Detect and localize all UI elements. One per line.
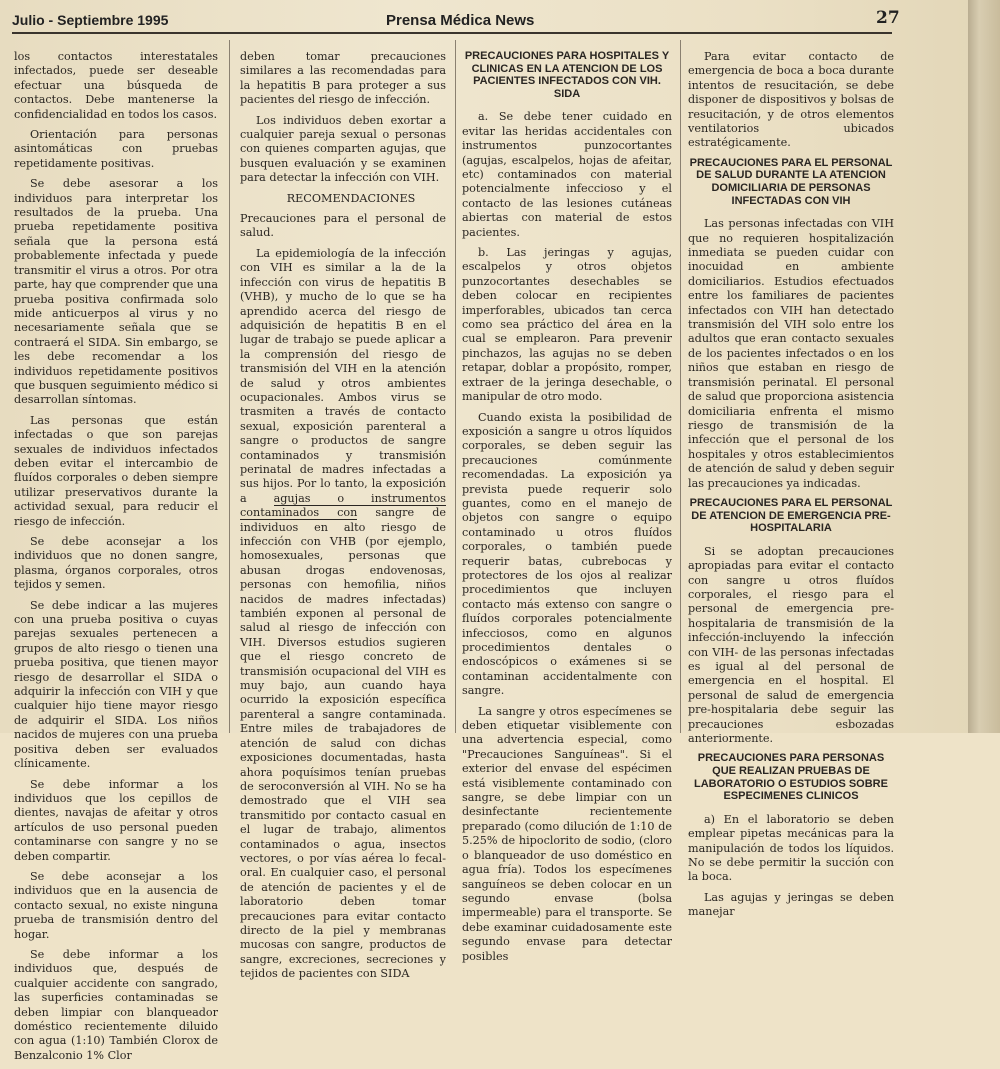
column-2 xyxy=(240,50,446,988)
paragraph: Para evitar contacto de emergencia de boca a boca durante intentos de resucitación, se debe disponer de dispositivos y bolsas de resucitación, y de otros elementos ventilatorios ubicados estratégicamente. xyxy=(688,50,894,150)
column-divider xyxy=(455,40,456,733)
paragraph: Se debe asesorar a los individuos para interpretar los resultados de la prueba. Una prueba repetidamente positiva señala que la persona está probablemente infectada y puede transmitir el virus a otros. Por otra parte, hay que comprender que una prueba positiva confirmada solo mide anticuerpos al virus y no necesariamente señala que se contraerá el SIDA. Sin embargo, se les debe recomendar a los individuos repetidamente positivos que busquen seguimiento médico si desarrollan síntomas. xyxy=(14,177,218,407)
paragraph: Cuando exista la posibilidad de exposición a sangre u otros líquidos corporales, se deben seguir las precauciones comúnmente recomendadas. La exposición ya prevista puede requerir solo guantes, como en el manejo de objetos con sangre o equipo contaminado u otros fluídos corporales, o también puede requerir batas, cubrebocas y protectores de los ojos al realizar procedimientos que incluyen contacto más extenso con sangre o fluídos corporales potencialmente infecciosos, como en algunos procedimientos dentales o endoscópicos o exámenes si se contaminan accidentalmente con sangre. xyxy=(462,410,672,698)
paragraph: La sangre y otros especímenes se deben etiquetar visiblemente con una advertencia especial, como "Precauciones Sanguíneas". Si el exterior del envase del espécimen está visiblemente contaminado con sangre, se debe limpiar con un desinfectante recientemente preparado (como dilución de 1:10 de 5.25% de hipoclorito de sodio, (cloro o blanqueador de uso doméstico en agua fría). Todos los especímenes sanguíneos se deben colocar en un segundo envase (bolsa impermeable) para el transporte. Se debe examinar cuidadosamente este segundo envase para detectar posibles xyxy=(462,704,672,963)
section-title-home-care: PRECAUCIONES PARA EL PERSONAL DE SALUD DURANTE LA ATENCION DOMICILIARIA DE PERSONAS INFECTADAS CON VIH xyxy=(689,156,893,207)
publication-name: Prensa Médica News xyxy=(386,12,535,29)
column-3 xyxy=(462,50,672,970)
paragraph: a. Se debe tener cuidado en evitar las heridas accidentales con instrumentos punzocortantes (agujas, escalpelos, hojas de afeitar, etc) contaminados con material potencialmente infeccioso y el contacto de las lesiones cutáneas abiertas con material de estos pacientes. xyxy=(462,110,672,239)
section-title-hospitals: PRECAUCIONES PARA HOSPITALES Y CLINICAS EN LA ATENCION DE LOS PACIENTES INFECTADOS CON VIH. SIDA xyxy=(464,50,670,100)
paragraph: Las agujas y jeringas se deben manejar xyxy=(688,890,894,919)
page-edge xyxy=(968,0,1000,733)
paragraph: Las personas infectadas con VIH que no requieren hospitalización inmediata se pueden cuidar con inocuidad en ambiente domiciliarios. Estudios efectuados entre los familiares de pacientes infectados con VIH han detectado transmisión del VIH solo entre los adultos que eran contacto sexuales de los pacientes infectados o en los niños que estaban en riesgo de transmisión perinatal. El personal de salud que proporciona asistencia domiciliaria enfrenta el mismo riesgo de transmisión de la infección que el personal de los hospitales y otros establecimientos de atención de salud y deben seguir las precauciones ya indicadas. xyxy=(688,217,894,490)
recommendations-heading: RECOMENDACIONES xyxy=(286,191,416,205)
paragraph: los contactos interestatales infectados, puede ser deseable efectuar una búsqueda de contactos. Debe mantenerse la confidencialidad en todos los casos. xyxy=(14,50,218,121)
paragraph: Orientación para personas asintomáticas con pruebas repetidamente positivas. xyxy=(14,128,218,170)
paragraph: Si se adoptan precauciones apropiadas para evitar el contacto con sangre u otros fluídos corporales, el riesgo para el personal de emergencia pre-hospitalaria de transmisión de la infección-incluyendo la infección con VIH- de las personas infectadas es igual al del personal de emergencia en el hospital. El personal de salud de emergencia pre-hospitalaria debe seguir las precauciones esbozadas anteriormente. xyxy=(688,544,894,745)
paragraph: Se debe aconsejar a los individuos que en la ausencia de contacto sexual, no existe ninguna prueba de transmisión dentro del hogar. xyxy=(14,869,218,941)
underlined-text: agujas o instrumentos contaminados con xyxy=(240,491,446,520)
paragraph: Se debe informar a los individuos que los cepillos de dientes, navajas de afeitar y otros artículos de uso personal pueden contaminarse con sangre y no se deben compartir. xyxy=(14,777,218,863)
paragraph: b. Las jeringas y agujas, escalpelos y otros objetos punzocortantes desechables se deben colocar en recipientes imperforables, ubicados tan cerca como sea práctico del área en la cual se emplearon. Para prevenir pinchazos, las agujas no se deben retapar, doblar a propósito, romper, extraer de la jeringa desechable, o manipular de otro modo. xyxy=(462,246,672,404)
paragraph: Los individuos deben exortar a cualquier pareja sexual o personas con quienes comparten agujas, que busquen evaluación y se examinen para detectar la infección con VIH. xyxy=(240,113,446,185)
paragraph-lead: Precauciones para el personal de salud. xyxy=(240,212,446,240)
column-1 xyxy=(14,50,218,1069)
paragraph: a) En el laboratorio se deben emplear pipetas mecánicas para la manipulación de todos los líquidos. No se debe permitir la succión con la boca. xyxy=(688,812,894,884)
header-rule xyxy=(12,32,892,34)
paragraph: Se debe indicar a las mujeres con una prueba positiva o cuyas parejas sexuales pertenecen a grupos de alto riesgo o tienen una prueba positiva, que tienen mayor riesgo de desarrollar el SIDA o adquirir la infección con VIH y que cualquier hijo tiene mayor riesgo de adquirir el SIDA. Los niños nacidos de mujeres con una prueba positiva deben ser evaluados clínicamente. xyxy=(14,598,218,771)
paragraph-text: sangre de individuos en alto riesgo de infección con VHB (por ejemplo, homosexuales, personas que abusan drogas endovenosas, personas con hemofilia, niños nacidos de madres infectadas) también exponen al personal de salud al riesgo de infección con VIH. Diversos estudios sugieren que el riesgo concreto de transmisión ocupacional del VIH es muy bajo, aun cuando haya ocurrido la exposición específica parenteral a sangre contaminada. Entre miles de trabajadores de atención de salud con dichas exposiciones documentadas, hasta ahora poquísimos tenían pruebas de seroconversión al VIH. No se ha demostrado que el VIH sea transmitido por contacto casual en el lugar de trabajo, alimentos contaminados o agua, insectos vectores, o por vías aérea lo fecal-oral. En cualquier caso, el personal de atención de pacientes y el de laboratorio deben tomar precauciones para evitar contacto directo de la piel y membranas mucosas con sangre, productos de sangre, excreciones, secreciones y tejidos de pacientes con SIDA xyxy=(240,506,446,981)
paragraph: deben tomar precauciones similares a las recomendadas para la hepatitis B para proteger a sus pacientes del riesgo de infección. xyxy=(240,50,446,107)
column-4 xyxy=(688,50,894,926)
paragraph-text: La epidemiología de la infección con VIH es similar a la de la infección con virus de hepatitis B (VHB), y mucho de lo que se ha aprendido acerca del riesgo de adquisición de hepatitis B en el lugar de trabajo se puede aplicar a la comprensión del riesgo de transmisión del VIH en la atención de salud y otros ambientes ocupacionales. Ambos virus se trasmiten a través de contacto sexual, exposición parenteral a sangre o productos de sangre contaminados y transmisión perinatal de madres infectadas a sus hijos. Por lo tanto, la exposición a xyxy=(240,246,446,505)
paragraph: Se debe aconsejar a los individuos que no donen sangre, plasma, órganos corporales, otros tejidos y semen. xyxy=(14,535,218,592)
column-divider xyxy=(680,40,681,733)
section-title-emergency: PRECAUCIONES PARA EL PERSONAL DE ATENCION DE EMERGENCIA PRE-HOSPITALARIA xyxy=(689,496,893,535)
page-number: 27 xyxy=(876,8,900,28)
column-divider xyxy=(229,40,230,733)
issue-date: Julio - Septiembre 1995 xyxy=(12,12,169,28)
paragraph: Se debe informar a los individuos que, después de cualquier accidente con sangrado, las superficies contaminadas se deben limpiar con blanqueador doméstico recientemente diluido con agua (1:10) También Clorox de Benzalconio 1% Clor xyxy=(14,947,218,1062)
paragraph: Las personas que están infectadas o que son parejas sexuales de individuos infectados deben evitar el intercambio de fluídos corporales o deben siempre utilizar preservativos durante la actividad sexual, para reducir el riesgo de infección. xyxy=(14,413,218,528)
paragraph xyxy=(240,247,446,982)
section-title-laboratory: PRECAUCIONES PARA PERSONAS QUE REALIZAN PRUEBAS DE LABORATORIO O ESTUDIOS SOBRE ESPECIMENES CLINICOS xyxy=(694,752,888,803)
